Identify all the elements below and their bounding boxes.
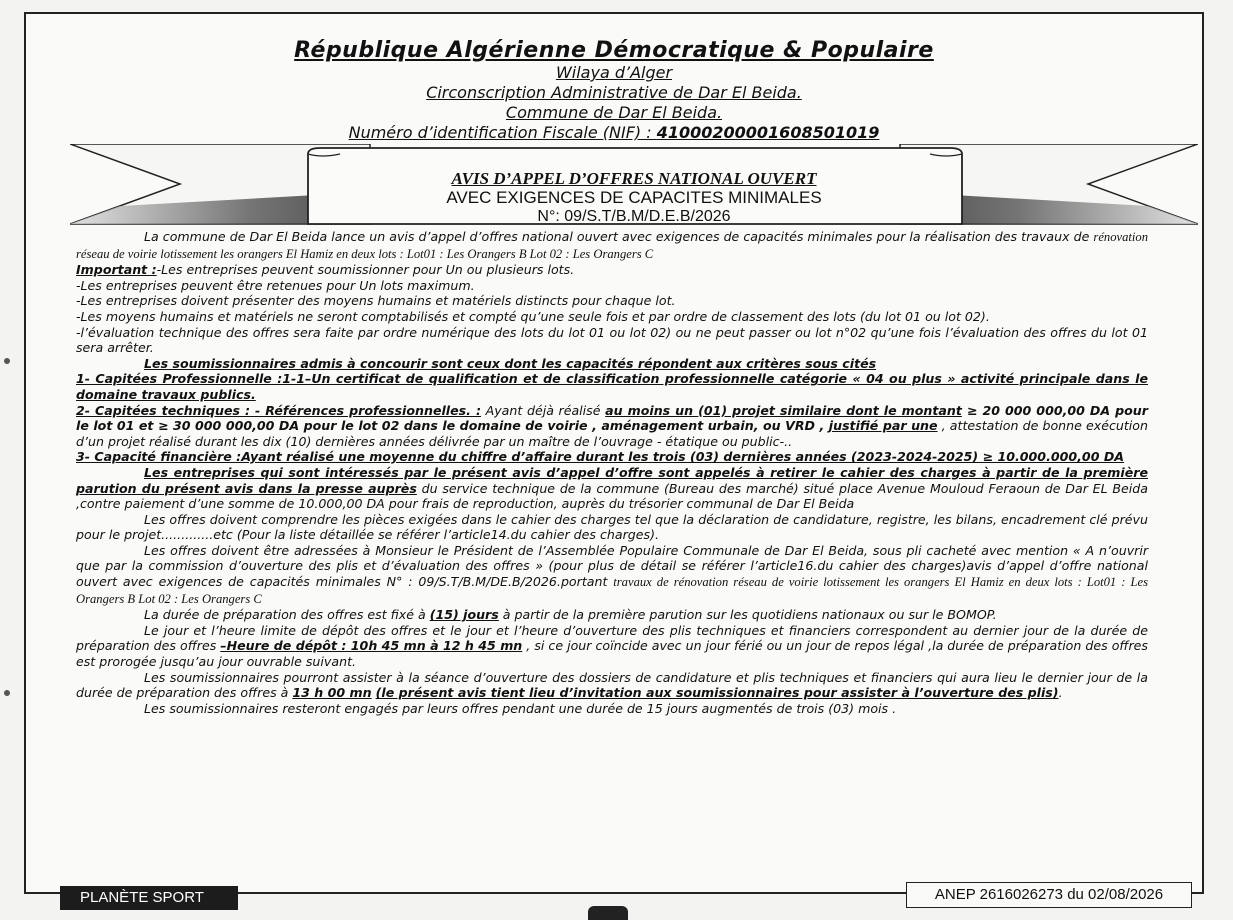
jour-deposit-hours: –Heure de dépôt : 10h 45 mn à 12 h 45 mn bbox=[220, 638, 523, 654]
duree-paragraph bbox=[76, 607, 1148, 623]
margin-mark bbox=[4, 358, 10, 364]
assister-paragraph: Les soumissionnaires pourront assister à la séance d’ouverture des dossiers de candidature et plis techniques et financiers qui aura lieu le dernier jour de la durée de préparation des offres à 13 h 00 mn (le présent avis tient lieu d’invitation aux soumissionnaires pour assister à l’ouverture des plis). bbox=[76, 669, 1148, 701]
pieces-paragraph: Les offres doivent comprendre les pièces exigées dans le cahier des charges tel que la déclaration de candidature, registre, les bilans, encadrement clé prévu pour le projet.............etc (Pour la liste détaillée se référer l’article14.du cahier des charges). bbox=[76, 511, 1148, 543]
important-line bbox=[76, 262, 1148, 278]
retrait-text-u: Les entreprises qui sont intéressés par le présent avis d’appel d’offre sont appelés à retirer le cahier des charges à partir de la première parution du présent avis dans la presse auprès bbox=[76, 464, 1148, 496]
adresse-text-a: Les offres doivent être adressées à Monsieur le Président de l’Assemblée Populaire Communale de Dar El Beida, sous pli cacheté avec mention « A n’ouvrir que par la commission d’ouverture des plis et d’évaluation des offres » (pour plus de détail se référer l’article16.du cahier des charges)avis d’appel d’offre national ouvert avec exigences de capacités minimales N° : 09/S.T/B.M/DE.B/2026.portant bbox=[76, 542, 1148, 590]
criterion-technical-a: Ayant déjà réalisé bbox=[480, 402, 606, 418]
wilaya-line: Wilaya d’Alger bbox=[555, 63, 673, 82]
banner-text bbox=[70, 170, 1198, 226]
nif-line bbox=[26, 123, 1202, 143]
criterion-technical-e: , attestation de bonne exécution d’un projet réalisé durant les dix (10) dernières années délivrée par un maître de l’ouvrage - étatique ou public-.. bbox=[76, 418, 1148, 449]
banner-title: AVIS D’APPEL D’OFFRES NATIONAL OUVERT bbox=[451, 169, 817, 188]
jour-text-a: Le jour et l’heure limite de dépôt des offres et le jour et l’heure d’ouverture des plis techniques et financiers correspondent au dernier jour de la durée de préparation des offres bbox=[76, 622, 1148, 654]
criterion-professional: 1- Capitées Professionnelle :1-1–Un certificat de qualification et de classification professionnelle catégorie « 04 ou plus » activité principale dans le domaine travaux publics. bbox=[76, 371, 1148, 402]
nif-label: Numéro d’identification Fiscale (NIF) : bbox=[348, 123, 657, 142]
nif-value: 41000200001608501019 bbox=[656, 123, 880, 142]
intro-text-b: rénovation réseau de voirie lotissement les orangers El Hamiz en deux lots : Lot01 : Les Orangers B Lot 02 : Les Orangers C bbox=[76, 230, 1148, 261]
banner-subtitle: AVEC EXIGENCES DE CAPACITES MINIMALES bbox=[446, 188, 822, 207]
duree-text-b: à partir de la première parution sur les quotidiens nationaux ou sur le BOMOP. bbox=[498, 607, 997, 623]
criterion-technical-b: au moins un (01) projet similaire dont le montant bbox=[605, 402, 962, 418]
intro-paragraph bbox=[76, 229, 1148, 262]
jour-paragraph bbox=[76, 623, 1148, 670]
intro-text-a: La commune de Dar El Beida lance un avis d’appel d’offres national ouvert avec exigences de capacités minimales pour la réalisation des travaux de bbox=[144, 229, 1094, 244]
engages-paragraph: Les soumissionnaires resteront engagés par leurs offres pendant une durée de 15 jours augmentés de trois (03) mois . bbox=[144, 700, 897, 716]
duree-days: (15) jours bbox=[429, 607, 499, 623]
criterion-financial: 3- Capacité financière :Ayant réalisé une moyenne du chiffre d’affaire durant les trois (03) dernières années (2023-2024-2025) ≥ 10.000.000,00 DA bbox=[76, 449, 1125, 465]
criterion-technical-c: ≥ 20 000 000,00 DA pour le lot 01 et ≥ 30 000 000,00 DA pour le lot 02 dans le domaine de voirie , aménagement urbain, ou VRD , bbox=[76, 402, 1148, 434]
rule-line: -Les entreprises peuvent être retenues pour Un lots maximum. bbox=[76, 277, 475, 293]
assister-text-a: Les soumissionnaires pourront assister à la séance d’ouverture des dossiers de candidature et plis techniques et financiers qui aura lieu le dernier jour de la durée de préparation des offres à bbox=[76, 669, 1148, 701]
important-label: Important : bbox=[76, 262, 157, 278]
adresse-paragraph bbox=[76, 543, 1148, 607]
jour-text-b: , si ce jour coïncide avec un jour férié ou un jour de repos légal ,la durée de préparation des offres est prorogée jusqu’au jour ouvrable suivant. bbox=[76, 638, 1148, 670]
criteria-heading: Les soumissionnaires admis à concourir sont ceux dont les capacités répondent aux critères sous cités bbox=[144, 355, 877, 371]
duree-text-a: La durée de préparation des offres est fixé à bbox=[144, 607, 430, 623]
assister-hour: 13 h 00 mn bbox=[292, 685, 372, 701]
anep-reference: ANEP 2616026273 du 02/08/2026 bbox=[906, 882, 1192, 908]
important-text: -Les entreprises peuvent soumissionner pour Un ou plusieurs lots. bbox=[156, 262, 575, 278]
notice-header bbox=[26, 38, 1202, 143]
margin-mark bbox=[4, 690, 10, 696]
assister-invitation: (le présent avis tient lieu d’invitation aux soumissionnaires pour assister à l’ouverture des plis) bbox=[375, 685, 1059, 701]
republic-title: République Algérienne Démocratique & Populaire bbox=[294, 38, 934, 63]
section-label: PLANÈTE SPORT bbox=[60, 886, 238, 910]
criterion-technical bbox=[76, 403, 1148, 450]
title-banner bbox=[70, 144, 1198, 229]
rule-line: -Les moyens humains et matériels ne seront comptabilisés et compté qu’une seule fois et par ordre de classement des lots (du lot 01 ou lot 02). bbox=[76, 308, 990, 324]
rule-line: -l’évaluation technique des offres sera faite par ordre numérique des lots du lot 01 ou lot 02) ou ne peut passer ou lot n°02 qu’une fois l’évaluation des offres du lot 01 sera arrêter. bbox=[76, 324, 1148, 356]
notice-body bbox=[76, 229, 1148, 716]
adresse-text-b: travaux de rénovation réseau de voirie lotissement les orangers El Hamiz en deux lots : Lot01 : Les Orangers B Lot 02 : Les Orangers C bbox=[76, 575, 1148, 606]
criterion-technical-label: 2- Capitées techniques : - Références professionnelles. : bbox=[76, 402, 481, 418]
circonscription-line: Circonscription Administrative de Dar El Beida. bbox=[426, 83, 802, 102]
rule-line: -Les entreprises doivent présenter des moyens humains et matériels distincts pour chaque lot. bbox=[76, 293, 676, 309]
criterion-technical-d: justifié par une bbox=[828, 418, 938, 434]
banner-reference: N°: 09/S.T/B.M/D.E.B/2026 bbox=[537, 208, 731, 225]
commune-line: Commune de Dar El Beida. bbox=[505, 103, 723, 122]
retrait-text: du service technique de la commune (Bureau des marché) situé place Avenue Mouloud Feraoun de Dar EL Beida ,contre paiement d’une somme de 10.000,00 DA pour frais de reproduction, auprès du trésorier communal de Dar El Beida bbox=[76, 480, 1148, 512]
retrait-paragraph bbox=[76, 465, 1148, 512]
